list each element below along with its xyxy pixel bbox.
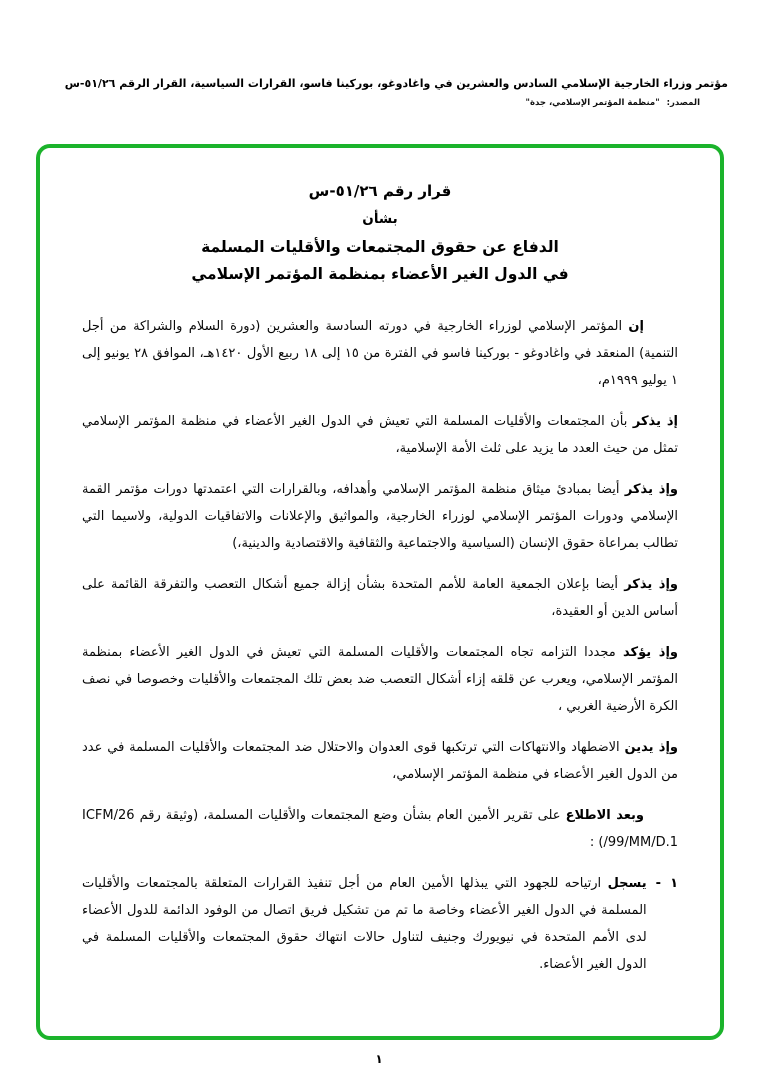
page-number: ١ bbox=[375, 1052, 383, 1066]
item-text: ارتياحه للجهود التي يبذلها الأمين العام من أجل تنفيذ القرارات المتعلقة بالمجتمعات والأقليات المسلمة في الدول الغير الأعضاء وخاصة ما تم من تشكيل فريق اتصال من الوفود الدائمة للدول الأعضاء لدى الأمم المتحدة في نيويورك وجنيف لتناول حالات انتهاك حقوق المجتمعات والأقليات المسلمة في الدول الغير الأعضاء. bbox=[82, 876, 647, 972]
paragraph-text: الاضطهاد والانتهاكات التي ترتكبها قوى العدوان والاحتلال ضد المجتمعات والأقليات المسلمة في عدد من الدول الغير الأعضاء في منظمة المؤتمر الإسلامي، bbox=[82, 740, 678, 782]
resolution-subject-line1: الدفاع عن حقوق المجتمعات والأقليات المسلمة bbox=[201, 238, 559, 256]
source-line bbox=[26, 98, 728, 108]
paragraph-lead: إن bbox=[628, 319, 644, 334]
item-paragraph bbox=[82, 870, 647, 978]
paragraph-lead: وبعد الاطلاع bbox=[565, 808, 645, 823]
preamble-paragraph bbox=[82, 734, 678, 788]
header-citation: مؤتمر وزراء الخارجية الإسلامي السادس والعشرين في واغادوغو، بوركينا فاسو، القرارات السياسية، القرار الرقم ٥١/٢٦-س bbox=[64, 77, 728, 90]
document-footer bbox=[0, 1048, 758, 1067]
preamble-paragraph bbox=[82, 408, 678, 462]
paragraph-text: مجددا التزامه تجاه المجتمعات والأقليات المسلمة التي تعيش في الدول الغير الأعضاء بمنظمة المؤتمر الإسلامي، ويعرب عن قلقه إزاء أشكال التعصب ضد بعض تلك المجتمعات والأقليات وخصوصا في نصف الكرة الأرضية الغربي ، bbox=[82, 645, 678, 714]
resolution-body bbox=[82, 313, 678, 978]
resolution-frame bbox=[36, 144, 724, 1040]
paragraph-text: المؤتمر الإسلامي لوزراء الخارجية في دورته السادسة والعشرين (دورة السلام والشراكة من أجل التنمية) المنعقد في واغادوغو - بوركينا فاسو في الفترة من ١٥ إلى ١٨ ربيع الأول ١٤٢٠هـ، الموافق ٢٨ يونيو إلى ١ يوليو ١٩٩٩م، bbox=[82, 319, 679, 388]
operative-item bbox=[82, 870, 678, 978]
paragraph-lead: وإذ يذكر bbox=[624, 482, 678, 497]
paragraph-text: أيضا بمبادئ ميثاق منظمة المؤتمر الإسلامي وأهدافه، وبالقرارات التي اعتمدتها دورات مؤتمر القمة الإسلامي ودورات المؤتمر الإسلامي لوزراء الخارجية، والمواثيق والإعلانات والاتفاقيات الدولية، ولاسيما التي تطالب بمراعاة حقوق الإنسان (السياسية والاجتماعية والثقافية والاقتصادية والدينية،) bbox=[82, 482, 678, 551]
item-separator: - bbox=[655, 876, 662, 891]
paragraph-lead: وإذ يذكر bbox=[624, 577, 678, 592]
paragraph-lead: وإذ يدين bbox=[624, 740, 678, 755]
preamble-paragraph bbox=[82, 639, 678, 720]
preamble-paragraph bbox=[82, 313, 678, 394]
document-header bbox=[26, 76, 728, 108]
paragraph-text: أيضا بإعلان الجمعية العامة للأمم المتحدة بشأن إزالة جميع أشكال التعصب والتفرقة القائمة على أساس الدين أو العقيدة، bbox=[82, 577, 678, 619]
paragraph-text: على تقرير الأمين العام بشأن وضع المجتمعات والأقليات المسلمة، (وثيقة رقم ICFM/26 /99/MM/D.1) : bbox=[82, 808, 678, 850]
resolution-number: قرار رقم ٥١/٢٦-س bbox=[308, 182, 452, 200]
paragraph-text: بأن المجتمعات والأقليات المسلمة التي تعيش في الدول الغير الأعضاء في منظمة المؤتمر الإسلامي تمثل من حيث العدد ما يزيد على ثلث الأمة الإسلامية، bbox=[82, 414, 678, 456]
paragraph-lead: وإذ يؤكد bbox=[623, 645, 679, 660]
paragraph-lead: إذ يذكر bbox=[632, 414, 678, 429]
source-label: المصدر: bbox=[666, 98, 700, 108]
item-lead: يسجل bbox=[607, 876, 647, 891]
resolution-subject-line2: في الدول الغير الأعضاء بمنظمة المؤتمر الإسلامي bbox=[191, 265, 569, 283]
preamble-paragraph bbox=[82, 802, 678, 856]
item-number: ١ bbox=[670, 876, 678, 891]
source-value: "منظمة المؤتمر الإسلامي، جدة" bbox=[525, 98, 660, 108]
resolution-subject-word: بشأن bbox=[362, 211, 398, 227]
preamble-paragraph bbox=[82, 571, 678, 625]
preamble-paragraph bbox=[82, 476, 678, 557]
resolution-title bbox=[82, 182, 678, 283]
